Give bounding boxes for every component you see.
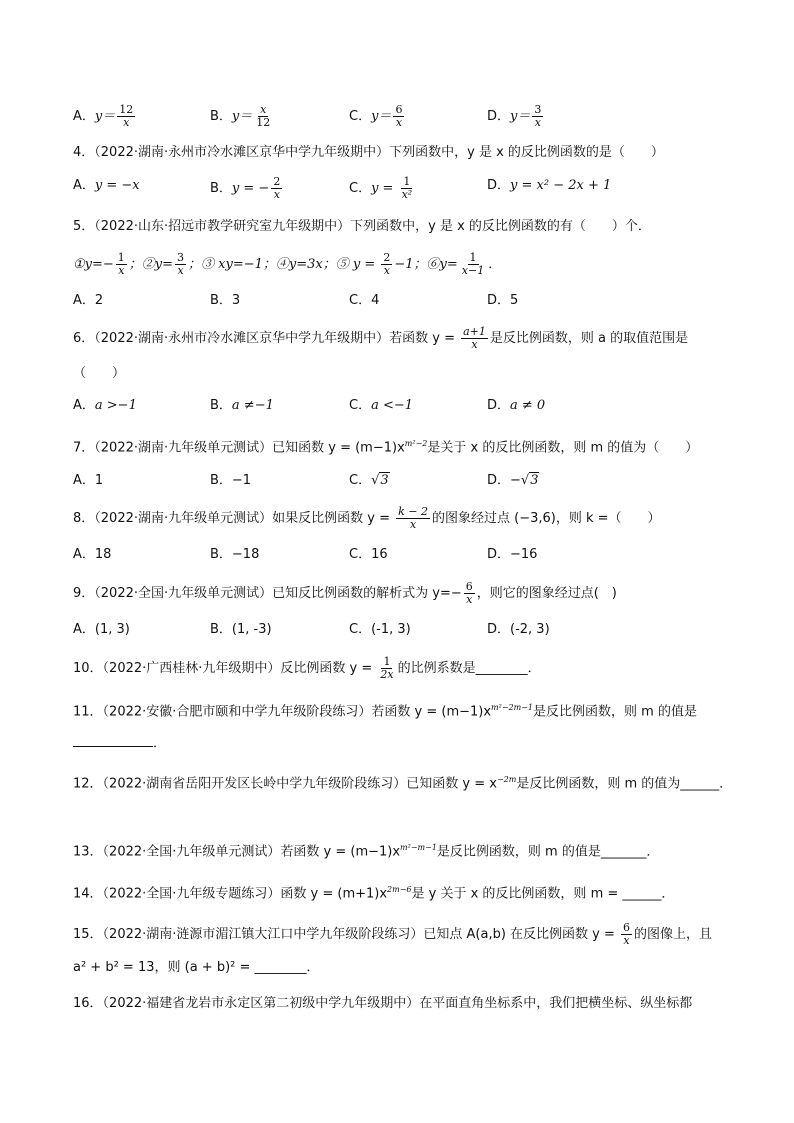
q6-option-d: D．a ≠ 0	[487, 398, 546, 413]
q7-option-c: C．√3	[349, 473, 389, 488]
q6-option-a: A．a >−1	[73, 398, 137, 413]
question-14-stem: 14．（2022·全国·九年级专题练习）函数 $y = (m+1)x^{2m-6}$是 y 关于 x 的反比例函数，则 m = ______．	[73, 885, 675, 902]
q7-option-d: D．−√3	[487, 473, 539, 488]
q9-option-b: B．(1, -3)	[210, 622, 272, 637]
q8-option-d: D．−16	[487, 547, 538, 562]
question-13-stem: 13．（2022·全国·九年级单元测试）若函数 $y = (m-1)x^{m^2-m-1}$是反比例函数，则 m 的值是_______．	[73, 843, 660, 860]
q5-option-a: A．2	[73, 293, 104, 308]
question-15-stem: 15．（2022·湖南·涟源市湄江镇大江口中学九年级阶段练习）已知点 A(a,b) 在反比例函数 y = $\frac{6}{x}$ 的图像上，且	[73, 921, 713, 947]
q5-option-b: B．3	[210, 293, 241, 308]
question-7-stem: 7．（2022·湖南·九年级单元测试）已知函数 $y = (m-1)x^{m^2-2}$是关于 x 的反比例函数，则 m 的值为（ ）	[73, 439, 699, 456]
q7-option-a: A．1	[73, 473, 104, 488]
q8-option-b: B．−18	[210, 547, 260, 562]
q3-option-d: D．y＝ $\frac{3}{x}$	[487, 103, 542, 129]
question-16-stem: 16．（2022·福建省龙岩市永定区第二初级中学九年级期中）在平面直角坐标系中，我们把横坐标、纵坐标都	[73, 996, 693, 1011]
q3-option-c: C．y＝ $\frac{6}{x}$	[349, 103, 403, 129]
question-5-items: ①y=− $\frac{1}{x}$ ；②y= $\frac{3}{x}$ ；③ xy=−1；④y=3x；⑤ y = $\frac{2}{x}$ −1；⑥y= $\frac{1}{x-1}$ ．	[73, 251, 502, 277]
question-11-stem: 11．（2022·安徽·合肥市颐和中学九年级阶段练习）若函数 $y = (m-1)x^{m^2-2m-1}$是反比例函数，则 m 的值是	[73, 703, 697, 720]
question-8-stem: 8．（2022·湖南·九年级单元测试）如果反比例函数 y = $\frac{k - 2}{x}$ 的图象经过点 (−3,6)，则 k =（ ）	[73, 505, 661, 531]
question-9-stem: 9．（2022·全国·九年级单元测试）已知反比例函数的解析式为 y=− $\frac{6}{x}$ ，则它的图象经过点( )	[73, 580, 617, 606]
q6-option-c: C．a <−1	[349, 398, 414, 413]
q5-option-c: C．4	[349, 293, 380, 308]
q6-option-b: B．a ≠−1	[210, 398, 274, 413]
q3-option-a: A．y＝ $\frac{12}{x}$	[73, 103, 134, 129]
q4-option-a: A．y = −x	[73, 178, 140, 193]
question-15-line2: a² + b² = 13，则 (a + b)² = ________．	[73, 960, 320, 975]
q7-option-b: B．−1	[210, 473, 252, 488]
question-10-stem: 10．（2022·广西桂林·九年级期中）反比例函数 y = $\frac{1}{2x}$ 的比例系数是________．	[73, 655, 541, 681]
q4-option-b: B．y = − $\frac{2}{x}$	[210, 175, 281, 201]
question-4-stem: 4．（2022·湖南·永州市冷水滩区京华中学九年级期中）下列函数中，y 是 x 的反比例函数的是（ ）	[73, 145, 664, 160]
answer-blank[interactable]	[73, 734, 153, 747]
question-5-stem: 5．（2022·山东·招远市教学研究室九年级期中）下列函数中，y 是 x 的反比例函数的有（ ）个．	[73, 219, 651, 234]
question-6-paren: （ ）	[73, 366, 126, 381]
q8-option-c: C．16	[349, 547, 388, 562]
question-11-blank: ．	[73, 734, 166, 754]
q9-option-c: C．(-1, 3)	[349, 622, 411, 637]
q5-option-d: D．5	[487, 293, 519, 308]
question-12-stem: 12．（2022·湖南省岳阳开发区长岭中学九年级阶段练习）已知函数 $y = x^{-2m}$是反比例函数，则 m 的值为______．	[73, 775, 733, 792]
q4-option-d: D．y = x² − 2x + 1	[487, 178, 612, 193]
q9-option-a: A．(1, 3)	[73, 622, 130, 637]
q3-option-b: B．y＝ $\frac{x}{12}$	[210, 103, 271, 129]
q8-option-a: A．18	[73, 547, 112, 562]
q9-option-d: D．(-2, 3)	[487, 622, 550, 637]
q4-option-c: C．y = $\frac{1}{\text{x²}}$	[349, 175, 413, 201]
question-6-stem: 6．（2022·湖南·永州市冷水滩区京华中学九年级期中）若函数 y = $\frac{a+1}{x}$ 是反比例函数，则 a 的取值范围是	[73, 325, 689, 351]
